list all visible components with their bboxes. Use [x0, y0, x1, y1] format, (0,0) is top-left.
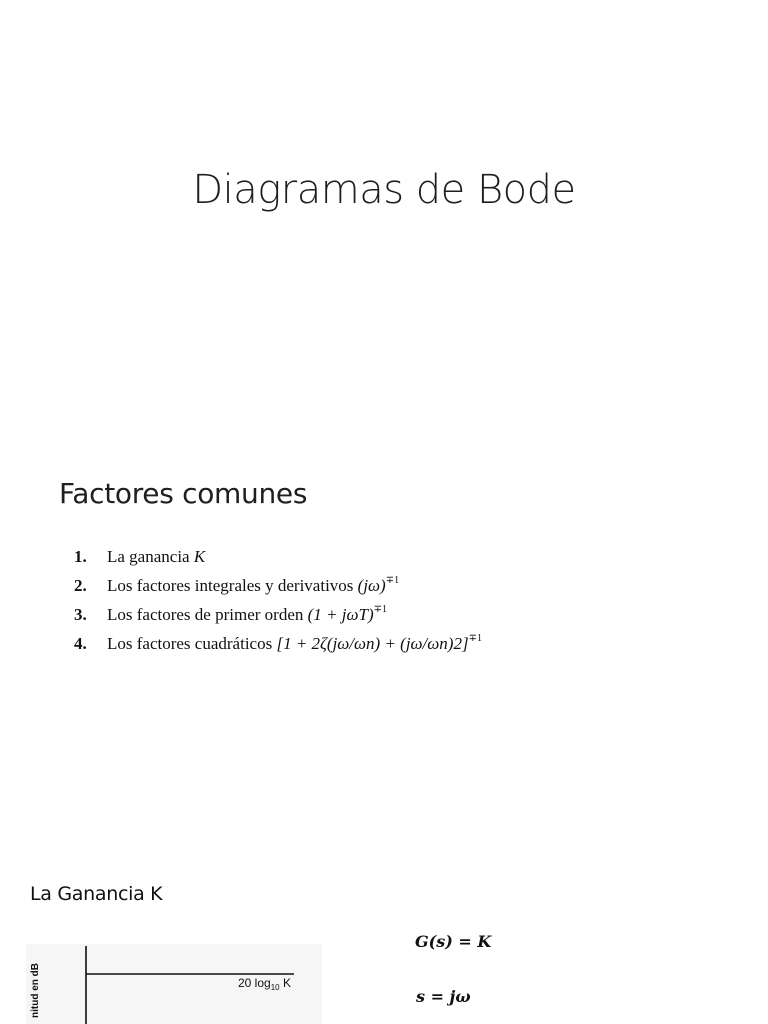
factor-exponent: ∓1 — [385, 575, 400, 586]
factor-text: Los factores de primer orden — [107, 605, 308, 624]
factor-symbol: K — [193, 547, 206, 566]
formula-g-of-s-text: G(s) = K — [415, 932, 492, 951]
factor-number: 3. — [74, 605, 87, 624]
slide-title-diagramas-de-bode: Diagramas de Bode — [192, 167, 576, 213]
gain-line-label — [238, 976, 291, 990]
factor-number: 1. — [74, 547, 87, 566]
factor-item-1 — [74, 546, 205, 568]
factor-exponent: ∓1 — [373, 604, 387, 615]
factor-expression: (1 + jωT) — [307, 605, 374, 624]
gain-label-suffix: K — [279, 976, 291, 990]
plot-ylabel — [28, 948, 48, 1024]
formula-s-equals-jw — [416, 987, 471, 1006]
factor-expression: [1 + 2ζ(jω/ωn) + (jω/ωn)2] — [276, 634, 469, 653]
factor-item-3 — [74, 604, 387, 626]
gain-label-prefix: 20 log — [238, 976, 271, 990]
factor-number: 2. — [74, 576, 87, 595]
factor-expression: (jω) — [357, 576, 386, 595]
plot-ylabel-text: nitud en dB — [30, 963, 41, 1018]
factor-text: La ganancia — [107, 547, 194, 566]
factor-text: Los factores integrales y derivativos — [107, 576, 358, 595]
factor-exponent: ∓1 — [468, 633, 482, 644]
formula-s-text: s = jω — [416, 987, 471, 1006]
formula-g-of-s — [415, 932, 491, 951]
factor-text: Los factores cuadráticos — [107, 634, 277, 653]
slide-title-factores-comunes: Factores comunes — [59, 477, 308, 510]
gain-label-sub: 10 — [270, 983, 280, 992]
factor-item-4 — [74, 633, 482, 655]
slide-title-la-ganancia-k: La Ganancia K — [30, 883, 163, 905]
factor-number: 4. — [74, 634, 87, 653]
factor-item-2 — [74, 575, 399, 597]
